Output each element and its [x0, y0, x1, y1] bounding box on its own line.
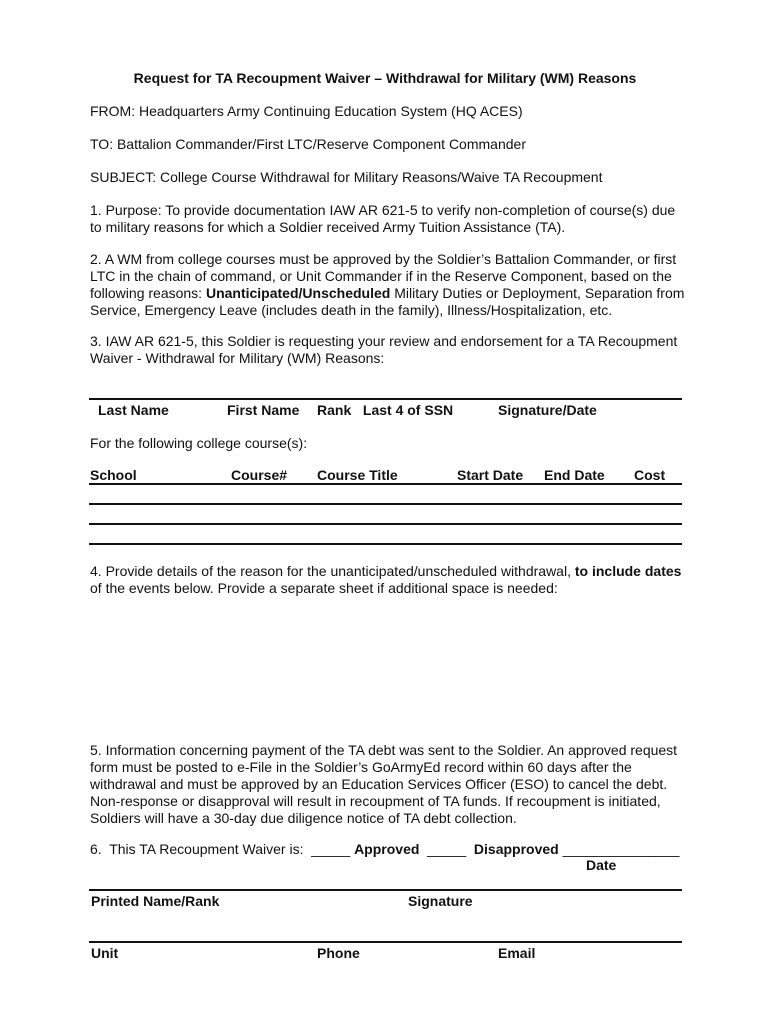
col-school: School [90, 467, 137, 483]
phone-label: Phone [317, 945, 360, 961]
details-paragraph [90, 563, 690, 597]
approved-option[interactable]: Approved [354, 841, 420, 857]
email-label: Email [498, 945, 536, 961]
printed-name-label: Printed Name/Rank [91, 893, 220, 909]
courses-intro: For the following college course(s): [90, 435, 308, 451]
request-paragraph: 3. IAW AR 621-5, this Soldier is requesting your review and endorsement for a TA Recoupment Waiver - Withdrawal for Military (WM) Reasons: [90, 333, 678, 366]
details-text-cont: of the events below. Provide a separate sheet if additional space is needed: [90, 580, 558, 596]
course-row-line[interactable] [89, 483, 682, 485]
course-row-line[interactable] [89, 523, 682, 525]
from-line: FROM: Headquarters Army Continuing Education System (HQ ACES) [90, 103, 523, 119]
signature-label: Signature [408, 893, 473, 909]
col-rank-ssn: Rank Last 4 of SSN [317, 402, 454, 418]
details-text: 4. Provide details of the reason for the unanticipated/unscheduled withdrawal, [90, 563, 575, 579]
details-writing-area[interactable] [90, 600, 682, 730]
course-row-line[interactable] [89, 503, 682, 505]
col-signature-date: Signature/Date [498, 402, 597, 418]
waiver-decision-prefix: 6. This TA Recoupment Waiver is: _____ [90, 841, 355, 857]
date-label: Date [586, 857, 617, 873]
col-course-title: Course Title [317, 467, 398, 483]
unit-label: Unit [91, 945, 119, 961]
col-course-number: Course# [231, 467, 288, 483]
purpose-paragraph: 1. Purpose: To provide documentation IAW AR 621-5 to verify non-completion of course(s) due to military reasons for which a Soldier received Army Tuition Assistance (TA). [90, 202, 676, 235]
col-end-date: End Date [544, 467, 605, 483]
signature-rule[interactable] [89, 889, 682, 891]
to-line: TO: Battalion Commander/First LTC/Reserve Component Commander [90, 136, 526, 152]
wm-reasons-paragraph [90, 251, 690, 319]
disapproved-blank: _____ [419, 841, 474, 857]
course-row-line[interactable] [89, 543, 682, 545]
wm-reasons-text: 2. A WM from college courses must be approved by the Soldier’s Battalion Commander, or first LTC in the chain of command, or Unit Commander if in the Reserve Component, based on the following reasons: [90, 251, 677, 301]
details-bold: to include dates [574, 563, 682, 579]
col-last-name: Last Name [98, 402, 169, 418]
wm-reasons-text-cont: Military Duties or Deployment, Separation from Service, Emergency Leave (includes death in the family), Illness/Hospitalization, etc. [90, 285, 685, 318]
subject-line: SUBJECT: College Course Withdrawal for Military Reasons/Waive TA Recoupment [90, 169, 603, 185]
debt-info-paragraph: 5. Information concerning payment of the TA debt was sent to the Soldier. An approved request form must be posted to e-File in the Soldier’s GoArmyEd record within 60 days after the withdrawal and must be approved by an Education Services Officer (ESO) to cancel the debt. Non-response or disapproval will result in recoupment of TA funds. If recoupment is initiated, Soldiers will have a 30-day due diligence notice of TA debt collection. [90, 742, 678, 826]
contact-rule[interactable] [89, 941, 682, 943]
soldier-header-rule [89, 398, 682, 400]
wm-reasons-bold: Unanticipated/Unscheduled [205, 285, 391, 301]
col-first-name: First Name [227, 402, 300, 418]
col-start-date: Start Date [457, 467, 524, 483]
col-cost: Cost [634, 467, 666, 483]
disapproved-option[interactable]: Disapproved [473, 841, 559, 857]
form-title: Request for TA Recoupment Waiver – Withdrawal for Military (WM) Reasons [133, 70, 637, 86]
date-blank[interactable]: _______________ [558, 841, 680, 857]
waiver-decision-line [90, 841, 679, 857]
